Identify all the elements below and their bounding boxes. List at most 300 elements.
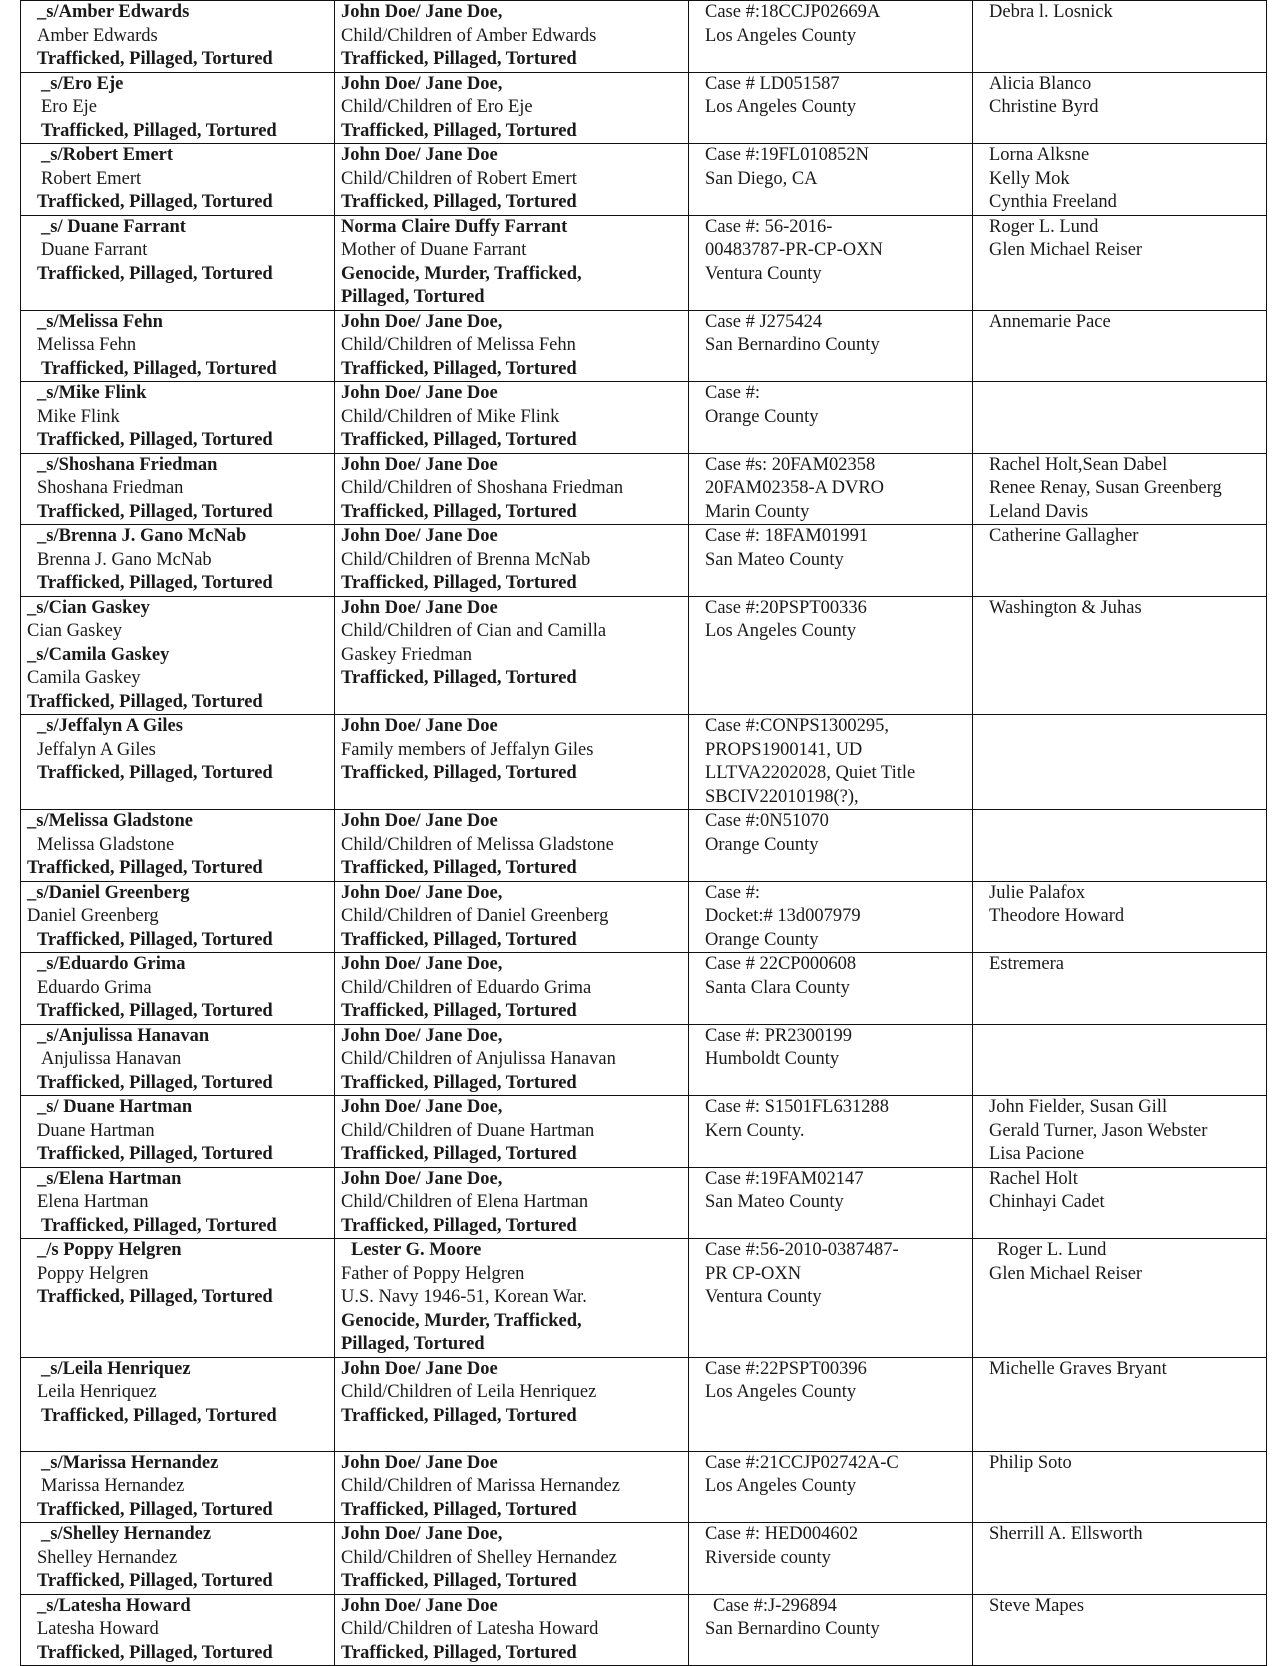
case-cell: [689, 144, 973, 216]
cell-line: Trafficked, Pillaged, Tortured: [341, 1001, 577, 1021]
case-cell: [689, 1523, 973, 1595]
signatory-cell: [21, 525, 335, 597]
victims-cell: [335, 810, 689, 882]
cell-line: Los Angeles County: [705, 1382, 857, 1402]
cell-line: Child/Children of Ero Eje: [341, 97, 533, 117]
cell-line: U.S. Navy 1946-51, Korean War.: [341, 1287, 587, 1307]
cell-line: Case #:18CCJP02669A: [705, 2, 881, 22]
cell-line: PROPS1900141, UD: [705, 739, 863, 760]
cell-line: John Doe/ Jane Doe: [341, 716, 498, 736]
cell-line: Theodore Howard: [989, 906, 1125, 926]
case-cell: [689, 1451, 973, 1523]
cell-line: Child/Children of Daniel Greenberg: [341, 906, 609, 926]
cell-line: Trafficked, Pillaged, Tortured: [341, 1072, 577, 1093]
cell-line: Case # 22CP000608: [705, 954, 857, 974]
cell-line: Shelley Hernandez: [37, 1547, 178, 1568]
cell-line: San Bernardino County: [705, 335, 880, 355]
cell-line: Los Angeles County: [705, 97, 857, 117]
cell-line: Case #:56-2010-0387487-: [705, 1240, 899, 1260]
cell-line: Mike Flink: [37, 406, 120, 427]
signatory-cell: [21, 144, 335, 216]
cell-line: Gaskey Friedman: [341, 644, 473, 665]
cell-line: Glen Michael Reiser: [989, 240, 1143, 260]
case-cell: [689, 72, 973, 144]
cell-line: John Doe/ Jane Doe: [341, 454, 498, 475]
table-row: [21, 525, 1267, 597]
cell-line: Humboldt County: [705, 1049, 840, 1069]
victims-cell: [335, 144, 689, 216]
cell-line: Alicia Blanco: [989, 73, 1092, 94]
cell-line: Roger L. Lund: [997, 1240, 1107, 1260]
cell-line: Trafficked, Pillaged, Tortured: [27, 858, 263, 878]
signatory-cell: [21, 1357, 335, 1451]
cell-line: Father of Poppy Helgren: [341, 1263, 525, 1284]
cell-line: _s/Amber Edwards: [37, 2, 190, 22]
judges-cell: [973, 810, 1267, 882]
cell-line: Family members of Jeffalyn Giles: [341, 739, 594, 760]
cell-line: Child/Children of Brenna McNab: [341, 549, 591, 570]
cell-line: _s/Robert Emert: [41, 145, 174, 165]
cell-line: Julie Palafox: [989, 882, 1086, 903]
cell-line: Child/Children of Mike Flink: [341, 406, 560, 427]
table-row: [21, 310, 1267, 382]
cell-line: Duane Farrant: [41, 240, 148, 260]
cell-line: Trafficked, Pillaged, Tortured: [341, 1144, 577, 1164]
cell-line: John Doe/ Jane Doe,: [341, 1524, 503, 1544]
cell-line: Washington & Juhas: [989, 597, 1142, 618]
table-row: [21, 1239, 1267, 1358]
signatory-cell: [21, 72, 335, 144]
judges-cell: [973, 1451, 1267, 1523]
table-row: [21, 596, 1267, 715]
cell-line: Child/Children of Melissa Gladstone: [341, 834, 614, 855]
cell-line: _s/Cian Gaskey: [27, 597, 150, 618]
signatory-cell: [21, 1523, 335, 1595]
table-row: [21, 144, 1267, 216]
victims-cell: [335, 310, 689, 382]
cell-line: Trafficked, Pillaged, Tortured: [41, 120, 277, 141]
cell-line: Trafficked, Pillaged, Tortured: [37, 430, 273, 450]
cell-line: _s/Marissa Hernandez: [41, 1452, 219, 1473]
cell-line: Glen Michael Reiser: [989, 1263, 1143, 1284]
cell-line: Child/Children of Cian and Camilla: [341, 621, 607, 641]
cell-line: _s/Daniel Greenberg: [27, 882, 190, 903]
cell-line: John Doe/ Jane Doe: [341, 1595, 498, 1616]
cell-line: Jeffalyn A Giles: [37, 739, 156, 760]
case-cell: [689, 715, 973, 810]
cell-line: John Doe/ Jane Doe,: [341, 2, 503, 22]
cell-line: _s/Brenna J. Gano McNab: [37, 526, 247, 546]
victims-table: [20, 0, 1267, 1666]
victims-cell: [335, 1239, 689, 1358]
cell-line: _s/Elena Hartman: [37, 1168, 182, 1189]
cell-line: Trafficked, Pillaged, Tortured: [341, 1642, 577, 1663]
cell-line: John Doe/ Jane Doe: [341, 526, 498, 546]
cell-line: John Doe/ Jane Doe,: [341, 882, 503, 903]
cell-line: Philip Soto: [989, 1452, 1072, 1473]
cell-line: Robert Emert: [41, 168, 142, 189]
cell-line: Trafficked, Pillaged, Tortured: [37, 1144, 273, 1164]
cell-line: Child/Children of Shelley Hernandez: [341, 1547, 617, 1568]
cell-line: _s/Mike Flink: [37, 383, 147, 403]
cell-line: Case #:19FL010852N: [705, 145, 869, 165]
victims-cell: [335, 453, 689, 525]
cell-line: Child/Children of Marissa Hernandez: [341, 1476, 620, 1496]
cell-line: Trafficked, Pillaged, Tortured: [341, 858, 577, 878]
case-cell: [689, 1239, 973, 1358]
table-row: [21, 715, 1267, 810]
cell-line: John Doe/ Jane Doe: [341, 383, 498, 403]
case-cell: [689, 953, 973, 1025]
cell-line: _s/Shelley Hernandez: [41, 1524, 212, 1544]
cell-line: Los Angeles County: [705, 1476, 857, 1496]
table-row: [21, 1594, 1267, 1666]
cell-line: Leland Davis: [989, 501, 1089, 522]
cell-line: John Doe/ Jane Doe: [341, 811, 498, 831]
judges-cell: [973, 1167, 1267, 1239]
cell-line: John Doe/ Jane Doe: [341, 597, 498, 618]
cell-line: Melissa Fehn: [37, 335, 137, 355]
cell-line: Trafficked, Pillaged, Tortured: [341, 763, 577, 783]
judges-cell: [973, 72, 1267, 144]
cell-line: Brenna J. Gano McNab: [37, 549, 212, 570]
cell-line: Trafficked, Pillaged, Tortured: [41, 1405, 277, 1426]
cell-line: Docket:# 13d007979: [705, 906, 861, 926]
cell-line: Child/Children of Robert Emert: [341, 168, 577, 189]
judges-cell: [973, 715, 1267, 810]
case-cell: [689, 382, 973, 454]
victims-cell: [335, 382, 689, 454]
cell-line: _s/Eduardo Grima: [37, 954, 186, 974]
cell-line: 00483787-PR-CP-OXN: [705, 240, 883, 260]
cell-line: Child/Children of Elena Hartman: [341, 1192, 589, 1212]
cell-line: _s/Shoshana Friedman: [37, 454, 218, 475]
cell-line: Cynthia Freeland: [989, 192, 1117, 212]
cell-line: LLTVA2202028, Quiet Title: [705, 763, 916, 783]
cell-line: Amber Edwards: [37, 25, 158, 46]
signatory-cell: [21, 810, 335, 882]
cell-line: Trafficked, Pillaged, Tortured: [37, 1072, 273, 1093]
cell-line: Lester G. Moore: [351, 1240, 482, 1260]
case-cell: [689, 215, 973, 310]
cell-line: San Mateo County: [705, 1192, 844, 1212]
cell-line: Leila Henriquez: [37, 1382, 157, 1402]
cell-line: Child/Children of Leila Henriquez: [341, 1382, 597, 1402]
cell-line: Trafficked, Pillaged, Tortured: [341, 1215, 577, 1236]
cell-line: Catherine Gallagher: [989, 526, 1139, 546]
victims-cell: [335, 1357, 689, 1451]
cell-line: Debra l. Losnick: [989, 2, 1113, 22]
cell-line: _s/Jeffalyn A Giles: [37, 716, 183, 736]
cell-line: Los Angeles County: [705, 25, 857, 46]
cell-line: 20FAM02358-A DVRO: [705, 478, 885, 498]
case-cell: [689, 810, 973, 882]
signatory-cell: [21, 1, 335, 73]
cell-line: Trafficked, Pillaged, Tortured: [341, 49, 577, 69]
judges-cell: [973, 1523, 1267, 1595]
cell-line: John Fielder, Susan Gill: [989, 1097, 1168, 1117]
judges-cell: [973, 144, 1267, 216]
case-cell: [689, 1357, 973, 1451]
table-row: [21, 1096, 1267, 1168]
cell-line: Case #s: 20FAM02358: [705, 454, 876, 475]
cell-line: John Doe/ Jane Doe: [341, 1452, 498, 1473]
cell-line: Christine Byrd: [989, 97, 1099, 117]
cell-line: _/s Poppy Helgren: [37, 1240, 182, 1260]
table-row: [21, 1523, 1267, 1595]
cell-line: Case #: HED004602: [705, 1524, 859, 1544]
cell-line: Case # LD051587: [705, 73, 840, 94]
victims-cell: [335, 881, 689, 953]
victims-cell: [335, 1167, 689, 1239]
judges-cell: [973, 1239, 1267, 1358]
cell-line: Trafficked, Pillaged, Tortured: [37, 1571, 273, 1591]
cell-line: Trafficked, Pillaged, Tortured: [341, 192, 577, 212]
cell-line: Cian Gaskey: [27, 621, 123, 641]
cell-line: Steve Mapes: [989, 1595, 1085, 1616]
cell-line: Trafficked, Pillaged, Tortured: [341, 430, 577, 450]
cell-line: Marin County: [705, 501, 810, 522]
cell-line: Trafficked, Pillaged, Tortured: [41, 1215, 277, 1236]
cell-line: Roger L. Lund: [989, 216, 1099, 237]
cell-line: Rachel Holt,Sean Dabel: [989, 454, 1168, 475]
case-cell: [689, 1096, 973, 1168]
cell-line: Case #: 18FAM01991: [705, 526, 869, 546]
cell-line: Latesha Howard: [37, 1619, 159, 1639]
cell-line: Case #:0N51070: [705, 811, 829, 831]
cell-line: Duane Hartman: [37, 1120, 155, 1141]
cell-line: _s/Ero Eje: [41, 73, 124, 94]
case-cell: [689, 310, 973, 382]
cell-line: _s/Camila Gaskey: [27, 644, 170, 665]
cell-line: Daniel Greenberg: [27, 906, 159, 926]
cell-line: Trafficked, Pillaged, Tortured: [37, 763, 273, 783]
cell-line: Camila Gaskey: [27, 668, 141, 688]
cell-line: Trafficked, Pillaged, Tortured: [37, 1287, 273, 1307]
cell-line: Case #:CONPS1300295,: [705, 716, 889, 736]
signatory-cell: [21, 382, 335, 454]
cell-line: Child/Children of Melissa Fehn: [341, 335, 576, 355]
cell-line: John Doe/ Jane Doe,: [341, 1168, 503, 1189]
table-row: [21, 1167, 1267, 1239]
cell-line: Elena Hartman: [37, 1192, 149, 1212]
cell-line: Mother of Duane Farrant: [341, 240, 527, 260]
cell-line: Rachel Holt: [989, 1168, 1078, 1189]
cell-line: Trafficked, Pillaged, Tortured: [341, 120, 577, 141]
judges-cell: [973, 1594, 1267, 1666]
case-cell: [689, 596, 973, 715]
cell-line: Sherrill A. Ellsworth: [989, 1524, 1143, 1544]
cell-line: Child/Children of Duane Hartman: [341, 1120, 595, 1141]
case-cell: [689, 1594, 973, 1666]
cell-line: Trafficked, Pillaged, Tortured: [37, 49, 273, 69]
victims-cell: [335, 215, 689, 310]
cell-line: Trafficked, Pillaged, Tortured: [37, 1499, 273, 1520]
cell-line: Trafficked, Pillaged, Tortured: [27, 691, 263, 712]
cell-line: Pillaged, Tortured: [341, 287, 485, 307]
cell-line: Marissa Hernandez: [41, 1476, 185, 1496]
cell-line: Renee Renay, Susan Greenberg: [989, 478, 1222, 498]
victims-cell: [335, 1024, 689, 1096]
cell-line: Trafficked, Pillaged, Tortured: [37, 192, 273, 212]
table-row: [21, 1357, 1267, 1451]
judges-cell: [973, 1, 1267, 73]
cell-line: Case #:: [705, 383, 760, 403]
cell-line: Trafficked, Pillaged, Tortured: [341, 929, 577, 950]
cell-line: Case #:: [705, 882, 760, 903]
cell-line: Trafficked, Pillaged, Tortured: [37, 1642, 273, 1663]
cell-line: Gerald Turner, Jason Webster: [989, 1120, 1208, 1141]
cell-line: Case #:22PSPT00396: [705, 1358, 867, 1379]
case-cell: [689, 453, 973, 525]
cell-line: John Doe/ Jane Doe: [341, 1358, 498, 1379]
signatory-cell: [21, 1024, 335, 1096]
cell-line: Trafficked, Pillaged, Tortured: [37, 263, 273, 284]
cell-line: Case #:J-296894: [713, 1595, 837, 1616]
cell-line: Poppy Helgren: [37, 1263, 149, 1284]
victims-cell: [335, 1, 689, 73]
cell-line: Lisa Pacione: [989, 1144, 1085, 1164]
cell-line: Anjulissa Hanavan: [41, 1049, 182, 1069]
cell-line: John Doe/ Jane Doe,: [341, 954, 503, 974]
judges-cell: [973, 525, 1267, 597]
cell-line: Shoshana Friedman: [37, 478, 184, 498]
victims-cell: [335, 1523, 689, 1595]
cell-line: Annemarie Pace: [989, 311, 1111, 332]
cell-line: Trafficked, Pillaged, Tortured: [341, 1499, 577, 1520]
cell-line: Trafficked, Pillaged, Tortured: [341, 358, 577, 379]
cell-line: Trafficked, Pillaged, Tortured: [37, 1001, 273, 1021]
table-row: [21, 881, 1267, 953]
victims-cell: [335, 953, 689, 1025]
cell-line: San Bernardino County: [705, 1619, 880, 1639]
victims-cell: [335, 715, 689, 810]
cell-line: PR CP-OXN: [705, 1263, 802, 1284]
cell-line: Case # J275424: [705, 311, 823, 332]
cell-line: Case #:20PSPT00336: [705, 597, 867, 618]
cell-line: _s/ Duane Farrant: [41, 216, 186, 237]
cell-line: San Mateo County: [705, 549, 844, 570]
signatory-cell: [21, 1239, 335, 1358]
table-row: [21, 215, 1267, 310]
cell-line: Case #:21CCJP02742A-C: [705, 1452, 899, 1473]
signatory-cell: [21, 596, 335, 715]
cell-line: Trafficked, Pillaged, Tortured: [37, 929, 273, 950]
table-row: [21, 810, 1267, 882]
cell-line: Trafficked, Pillaged, Tortured: [341, 668, 577, 688]
cell-line: John Doe/ Jane Doe,: [341, 311, 503, 332]
signatory-cell: [21, 715, 335, 810]
judges-cell: [973, 382, 1267, 454]
cell-line: Melissa Gladstone: [37, 834, 175, 855]
victims-cell: [335, 525, 689, 597]
cell-line: Trafficked, Pillaged, Tortured: [37, 501, 273, 522]
cell-line: Genocide, Murder, Trafficked,: [341, 1310, 582, 1331]
cell-line: _s/Anjulissa Hanavan: [37, 1025, 210, 1046]
judges-cell: [973, 215, 1267, 310]
victims-cell: [335, 1594, 689, 1666]
cell-line: Genocide, Murder, Trafficked,: [341, 263, 582, 284]
cell-line: Child/Children of Shoshana Friedman: [341, 478, 624, 498]
cell-line: Child/Children of Latesha Howard: [341, 1619, 599, 1639]
judges-cell: [973, 1024, 1267, 1096]
signatory-cell: [21, 1096, 335, 1168]
judges-cell: [973, 881, 1267, 953]
cell-line: Ventura County: [705, 1287, 822, 1307]
cell-line: Trafficked, Pillaged, Tortured: [341, 501, 577, 522]
case-cell: [689, 1, 973, 73]
signatory-cell: [21, 310, 335, 382]
signatory-cell: [21, 881, 335, 953]
cell-line: Kern County.: [705, 1120, 805, 1141]
table-row: [21, 1, 1267, 73]
cell-line: Trafficked, Pillaged, Tortured: [341, 1405, 577, 1426]
cell-line: Riverside county: [705, 1547, 831, 1568]
cell-line: John Doe/ Jane Doe: [341, 145, 498, 165]
cell-line: John Doe/ Jane Doe,: [341, 73, 503, 94]
cell-line: Orange County: [705, 929, 819, 950]
cell-line: San Diego, CA: [705, 168, 818, 189]
table-row: [21, 1451, 1267, 1523]
table-row: [21, 1024, 1267, 1096]
cell-line: Norma Claire Duffy Farrant: [341, 216, 568, 237]
cell-line: _s/Melissa Fehn: [37, 311, 163, 332]
signatory-cell: [21, 453, 335, 525]
cell-line: _s/Latesha Howard: [37, 1595, 191, 1616]
cell-line: Chinhayi Cadet: [989, 1192, 1105, 1212]
case-cell: [689, 881, 973, 953]
cell-line: Orange County: [705, 834, 819, 855]
cell-line: _s/Leila Henriquez: [41, 1358, 191, 1379]
signatory-cell: [21, 1594, 335, 1666]
table-row: [21, 453, 1267, 525]
cell-line: Child/Children of Eduardo Grima: [341, 977, 592, 998]
cell-line: Trafficked, Pillaged, Tortured: [41, 358, 277, 379]
cell-line: Ventura County: [705, 263, 822, 284]
cell-line: Ero Eje: [41, 97, 97, 117]
cell-line: _s/ Duane Hartman: [37, 1097, 193, 1117]
cell-line: Lorna Alksne: [989, 145, 1090, 165]
cell-line: Santa Clara County: [705, 977, 850, 998]
cell-line: _s/Melissa Gladstone: [27, 811, 193, 831]
cell-line: SBCIV22010198(?),: [705, 786, 859, 807]
cell-line: Pillaged, Tortured: [341, 1334, 485, 1354]
cell-line: Trafficked, Pillaged, Tortured: [341, 1571, 577, 1591]
cell-line: Trafficked, Pillaged, Tortured: [341, 573, 577, 593]
signatory-cell: [21, 1167, 335, 1239]
signatory-cell: [21, 953, 335, 1025]
cell-line: John Doe/ Jane Doe,: [341, 1097, 503, 1117]
case-cell: [689, 525, 973, 597]
judges-cell: [973, 1357, 1267, 1451]
table-row: [21, 72, 1267, 144]
cell-line: Case #: 56-2016-: [705, 216, 833, 237]
cell-line: Child/Children of Anjulissa Hanavan: [341, 1049, 616, 1069]
victims-cell: [335, 72, 689, 144]
table-row: [21, 953, 1267, 1025]
judges-cell: [973, 453, 1267, 525]
table-body: [21, 1, 1267, 1666]
cell-line: Los Angeles County: [705, 621, 857, 641]
signatory-cell: [21, 1451, 335, 1523]
victims-cell: [335, 1451, 689, 1523]
cell-line: Estremera: [989, 954, 1064, 974]
cell-line: Kelly Mok: [989, 168, 1070, 189]
cell-line: Trafficked, Pillaged, Tortured: [37, 573, 273, 593]
cell-line: Orange County: [705, 406, 819, 427]
signatory-cell: [21, 215, 335, 310]
judges-cell: [973, 596, 1267, 715]
